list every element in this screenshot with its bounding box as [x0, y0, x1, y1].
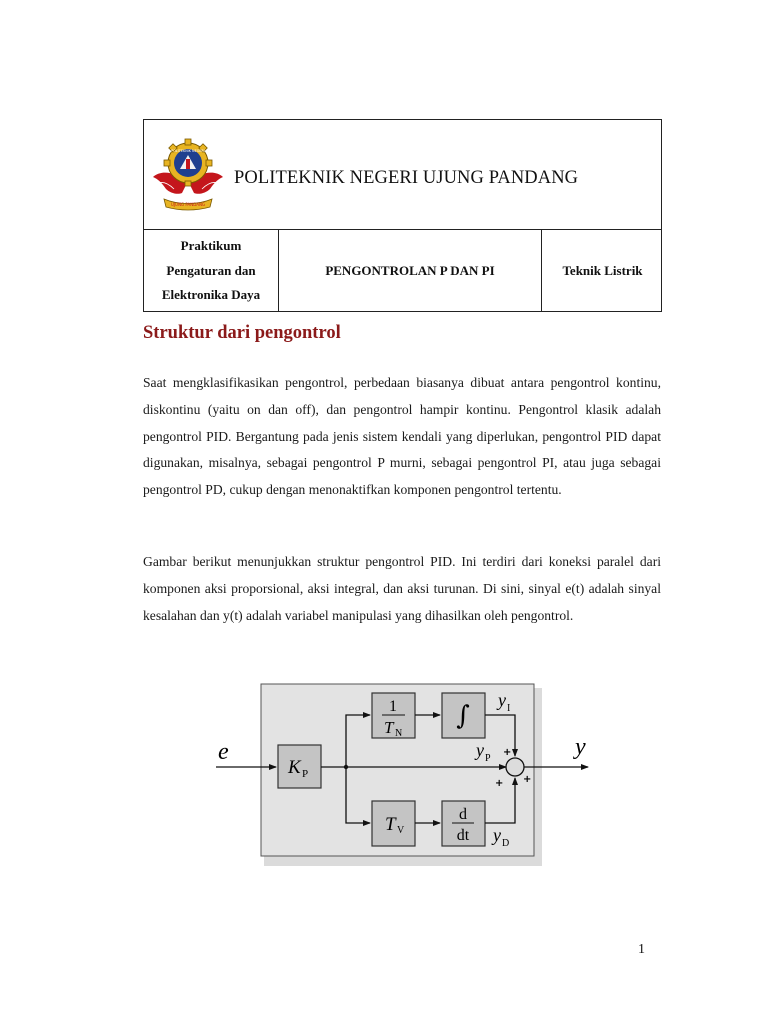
course-title [162, 234, 260, 308]
derivative-numerator: d [459, 806, 467, 823]
tn-subscript: N [395, 728, 403, 739]
course-cell [144, 230, 279, 312]
department-cell: Teknik Listrik [562, 262, 643, 278]
header-institution-row [144, 120, 661, 230]
logo-text-top: POLITEKNIK NEGERI [171, 149, 205, 153]
pid-block-diagram [210, 680, 600, 876]
tn-symbol: T [384, 718, 394, 737]
yp-subscript: P [485, 753, 491, 764]
tn-numerator: 1 [389, 698, 397, 715]
logo-text-bottom: UJUNG PANDANG [170, 202, 206, 207]
plus-sign-proportional: + [495, 778, 504, 789]
plus-sign-derivative: + [523, 774, 532, 785]
tv-symbol: T [385, 814, 396, 835]
section-title: Struktur dari pengontrol [143, 323, 341, 343]
yi-symbol: y [498, 690, 506, 710]
course-line: Pengaturan dan [166, 262, 256, 278]
course-line: Praktikum [180, 238, 242, 254]
course-line: Elektronika Daya [161, 287, 261, 303]
yd-symbol: y [493, 825, 501, 845]
topic-cell: PENGONTROLAN P DAN PI [279, 230, 542, 312]
branch-junction [344, 765, 348, 769]
integral-symbol: ∫ [456, 701, 470, 731]
yd-subscript: D [502, 838, 510, 849]
header-info-row [144, 230, 661, 312]
output-label-y: y [575, 734, 586, 760]
document-header-table [143, 119, 662, 312]
page-number: 1 [638, 942, 645, 957]
tv-subscript: V [397, 825, 405, 836]
input-label-e: e [218, 739, 229, 765]
paragraph-pid-structure: Gambar berikut menunjukkan struktur pengontrol PID. Ini terdiri dari koneksi paralel dari komponen aksi proporsional, aksi integral, dan aksi turunan. Di sini, sinyal e(t) adalah sinyal kesalahan dan y(t) adalah variabel manipulasi yang dihasilkan oleh pengontrol. [143, 554, 661, 623]
paragraph-controller-classification: Saat mengklasifikasikan pengontrol, perbedaan biasanya dibuat antara pengontrol kontinu, diskontinu (yaitu on dan off), dan pengontrol hampir kontinu. Pengontrol klasik adalah pengontrol PID. Bergantung pada jenis sistem kendali yang diperlukan, pengontrol PID dapat digunakan, misalnya, sebagai pengontrol P murni, sebagai pengontrol PI, atau juga sebagai pengontrol PD, cukup dengan menonaktifkan komponen pengontrol tertentu. [143, 375, 661, 498]
kp-symbol: K [288, 757, 301, 778]
kp-subscript: P [302, 768, 309, 780]
plus-sign-integral: + [503, 747, 512, 758]
yp-symbol: y [476, 740, 484, 760]
institution-logo [150, 133, 226, 215]
institution-name: POLITEKNIK NEGERI UJUNG PANDANG [234, 168, 579, 188]
yi-subscript: I [507, 703, 511, 714]
derivative-denominator: dt [456, 827, 470, 844]
summing-junction [506, 758, 524, 776]
